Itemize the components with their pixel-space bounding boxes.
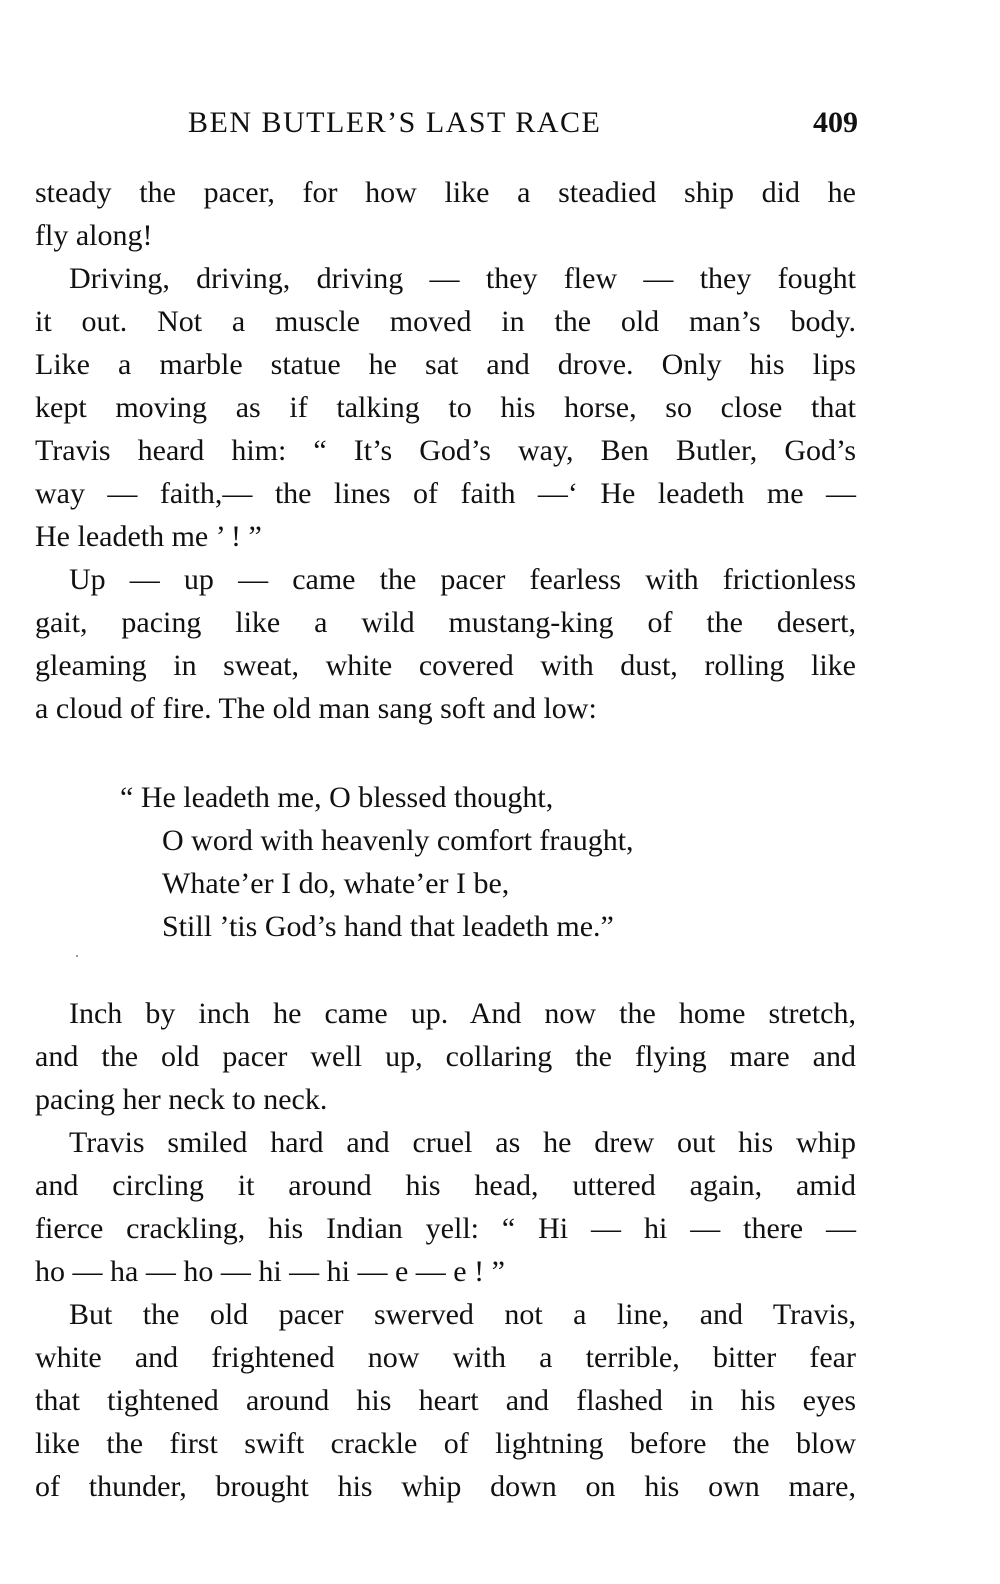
text-line: Travis smiled hard and cruel as he drew out his whip	[69, 1126, 856, 1159]
prose-block-before-verse	[35, 171, 856, 730]
text-line: Up — up — came the pacer fearless with frictionless	[69, 563, 856, 596]
text-line: Driving, driving, driving — they flew — they fought	[69, 262, 856, 295]
text-line: pacing her neck to neck.	[35, 1083, 328, 1116]
text-line: He leadeth me ’ ! ”	[35, 520, 262, 553]
text-line: kept moving as if talking to his horse, so close that	[35, 391, 856, 424]
running-head	[188, 106, 858, 146]
verse-line: “ He leadeth me, O blessed thought,	[120, 781, 554, 814]
text-line: way — faith,— the lines of faith —‘ He leadeth me —	[35, 477, 856, 510]
text-line: steady the pacer, for how like a steadied ship did he	[35, 176, 856, 209]
hymn-verse	[120, 776, 634, 948]
text-line: But the old pacer swerved not a line, and Travis,	[69, 1298, 856, 1331]
text-line: gait, pacing like a wild mustang-king of the desert,	[35, 606, 856, 639]
chapter-title: BEN BUTLER’S LAST RACE	[188, 106, 602, 139]
text-line: Travis heard him: “ It’s God’s way, Ben Butler, God’s	[35, 434, 856, 467]
text-line: white and frightened now with a terrible, bitter fear	[35, 1341, 856, 1374]
text-line: Inch by inch he came up. And now the home stretch,	[69, 997, 856, 1030]
text-line: fly along!	[35, 219, 153, 252]
text-line: gleaming in sweat, white covered with dust, rolling like	[35, 649, 856, 682]
text-line: that tightened around his heart and flashed in his eyes	[35, 1384, 856, 1417]
text-line: a cloud of fire. The old man sang soft and low:	[35, 692, 597, 725]
verse-line: Still ’tis God’s hand that leadeth me.”	[162, 910, 614, 943]
verse-line: O word with heavenly comfort fraught,	[162, 824, 634, 857]
print-speck	[76, 955, 78, 957]
verse-line: Whate’er I do, whate’er I be,	[162, 867, 510, 900]
page-number: 409	[813, 106, 858, 139]
text-line: fierce crackling, his Indian yell: “ Hi — hi — there —	[35, 1212, 856, 1245]
text-line: Like a marble statue he sat and drove. Only his lips	[35, 348, 856, 381]
text-line: of thunder, brought his whip down on his own mare,	[35, 1470, 856, 1503]
text-line: it out. Not a muscle moved in the old man’s body.	[35, 305, 856, 338]
text-line: and the old pacer well up, collaring the flying mare and	[35, 1040, 856, 1073]
prose-block-after-verse	[35, 992, 856, 1508]
text-line: and circling it around his head, uttered again, amid	[35, 1169, 856, 1202]
text-line: like the first swift crackle of lightning before the blow	[35, 1427, 856, 1460]
text-line: ho — ha — ho — hi — hi — e — e ! ”	[35, 1255, 505, 1288]
